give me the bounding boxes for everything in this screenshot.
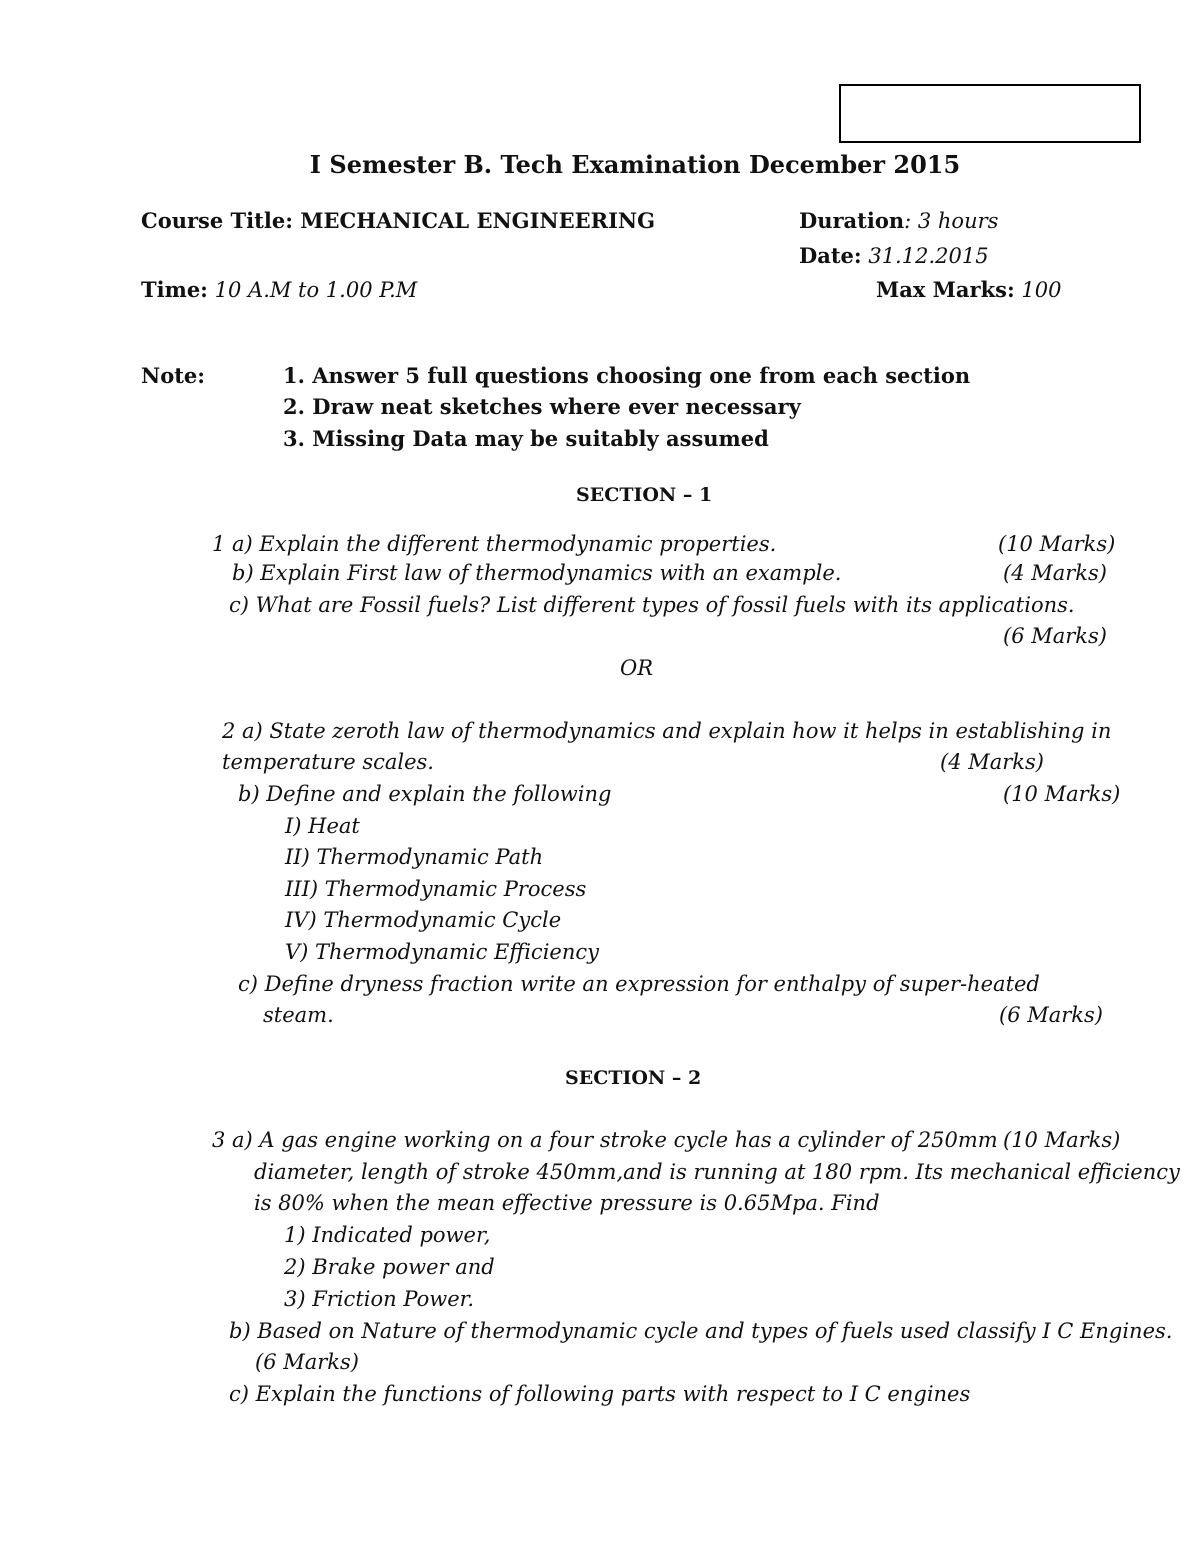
marks-label: (10 Marks) [998,532,1116,556]
list-item: V) Thermodynamic Efficiency [285,940,599,964]
marks-label: (10 Marks) [1003,1128,1121,1152]
list-item: 1) Indicated power, [284,1223,491,1247]
marks-label: (6 Marks) [1003,624,1107,648]
question-2b: b) Define and explain the following [238,782,612,806]
question-1a: 1 a) Explain the different thermodynamic properties. [212,532,777,556]
marks-label: (4 Marks) [940,750,1044,774]
note-label: Note: [141,363,206,388]
max-marks-value: 100 [1021,278,1062,302]
note-item: 1. Answer 5 full questions choosing one from each section [283,363,971,388]
question-2c-line1: c) Define dryness fraction write an expression for enthalpy of super-heated [238,972,1040,996]
date-value: 31.12.2015 [868,244,989,268]
question-1b: b) Explain First law of thermodynamics with an example. [232,561,842,585]
section-heading: SECTION – 2 [565,1067,702,1089]
question-3a-line1: 3 a) A gas engine working on a four stroke cycle has a cylinder of 250mm [212,1128,998,1152]
question-2c-line2: steam. [263,1003,334,1027]
marks-label: (6 Marks) [255,1350,359,1374]
date-row [799,243,989,269]
course-title-value: MECHANICAL ENGINEERING [300,208,656,233]
max-marks-label: Max Marks: [876,277,1015,302]
time-value: 10 A.M to 1.00 P.M [214,278,418,302]
question-1c: c) What are Fossil fuels? List different types of fossil fuels with its applications. [229,593,1075,617]
list-item: IV) Thermodynamic Cycle [285,908,562,932]
date-label: Date: [799,243,862,268]
question-2a-line1: 2 a) State zeroth law of thermodynamics and explain how it helps in establishing in [222,719,1112,743]
list-item: III) Thermodynamic Process [285,877,587,901]
question-3a-line3: is 80% when the mean effective pressure is 0.65Mpa. Find [254,1191,880,1215]
question-3c: c) Explain the functions of following parts with respect to I C engines [229,1382,971,1406]
time-label: Time: [141,277,208,302]
section-heading: SECTION – 1 [576,484,713,506]
question-3a-line2: diameter, length of stroke 450mm,and is running at 180 rpm. Its mechanical efficiency [254,1160,1180,1184]
question-3b: b) Based on Nature of thermodynamic cycle and types of fuels used classify I C Engines. [229,1319,1173,1343]
list-item: II) Thermodynamic Path [285,845,544,869]
marks-label: (4 Marks) [1003,561,1107,585]
list-item: I) Heat [285,814,360,838]
duration-value: : 3 hours [904,209,999,233]
course-title-label: Course Title: [141,208,293,233]
max-marks-row [876,277,1062,303]
note-item: 2. Draw neat sketches where ever necessary [283,394,801,419]
exam-title: I Semester B. Tech Examination December 2015 [309,150,961,179]
or-separator: OR [620,656,654,680]
list-item: 3) Friction Power. [284,1287,475,1311]
time-row [141,277,417,303]
duration-label: Duration [799,208,905,233]
course-title-row [141,208,655,234]
note-item: 3. Missing Data may be suitably assumed [283,426,769,451]
register-number-box [839,84,1141,143]
list-item: 2) Brake power and [284,1255,495,1279]
duration-row [799,208,998,234]
marks-label: (10 Marks) [1003,782,1121,806]
marks-label: (6 Marks) [999,1003,1103,1027]
question-2a-line2: temperature scales. [222,750,434,774]
